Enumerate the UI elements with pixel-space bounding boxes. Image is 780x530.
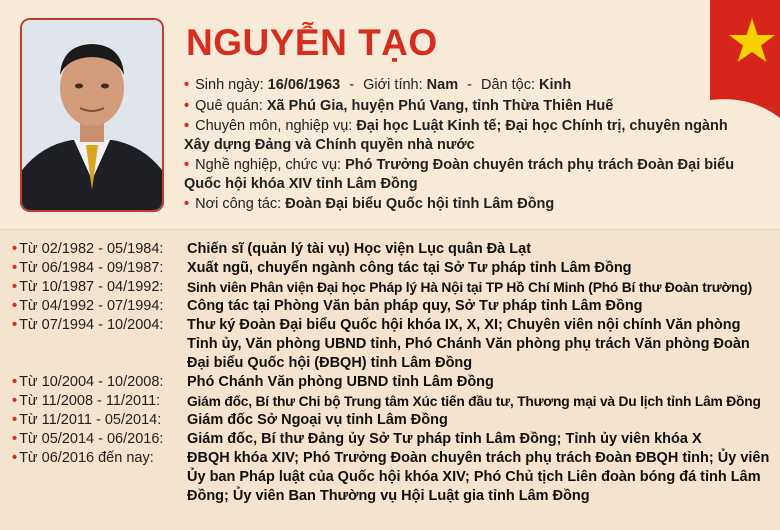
career-row (12, 278, 772, 297)
career-period: • Từ 05/2014 - 06/2016: (12, 431, 164, 447)
career-desc: Giám đốc Sở Ngoại vụ tỉnh Lâm Đồng (187, 412, 448, 428)
career-period: • Từ 07/1994 - 10/2004: (12, 317, 164, 333)
bullet-icon: • (12, 279, 18, 295)
career-desc: Xuất ngũ, chuyển ngành công tác tại Sở Tư pháp tỉnh Lâm Đồng (187, 260, 632, 276)
position-value: Phó Trưởng Đoàn chuyên trách phụ trách Đoàn Đại biểu Quốc hội khóa XIV tỉnh Lâm Đồng (184, 157, 735, 192)
career-row (12, 392, 772, 411)
bullet-icon: • (184, 196, 190, 212)
workplace-value: Đoàn Đại biểu Quốc hội tỉnh Lâm Đồng (285, 196, 555, 212)
career-period: • Từ 02/1982 - 05/1984: (12, 241, 164, 257)
career-row (12, 316, 772, 373)
workplace-row (184, 195, 754, 214)
hometown-label: Quê quán: (195, 97, 263, 114)
hometown-value: Xã Phú Gia, huyện Phú Vang, tỉnh Thừa Thiên Huế (266, 97, 614, 114)
bullet-icon: • (184, 118, 190, 134)
career-desc: Giám đốc, Bí thư Đảng ủy Sở Tư pháp tỉnh Lâm Đồng; Tỉnh ủy viên khóa X (187, 431, 702, 447)
career-period: • Từ 06/2016 đến nay: (12, 450, 154, 466)
bullet-icon: • (12, 241, 18, 257)
bullet-icon: • (12, 298, 18, 314)
career-row (12, 411, 772, 430)
bullet-icon: • (12, 412, 18, 428)
bullet-icon: • (12, 260, 18, 276)
gender-label: Giới tính: (363, 77, 423, 93)
ethnic-value: Kinh (539, 77, 572, 93)
bullet-icon: • (12, 393, 18, 409)
career-desc: Phó Chánh Văn phòng UBND tỉnh Lâm Đồng (187, 374, 494, 390)
career-row (12, 297, 772, 316)
separator: - (349, 77, 355, 93)
career-row (12, 373, 772, 392)
birth-row (184, 76, 754, 95)
career-row (12, 240, 772, 259)
bullet-icon: • (12, 431, 18, 447)
workplace-label: Nơi công tác: (195, 196, 282, 212)
bullet-icon: • (184, 157, 190, 173)
career-period: • Từ 11/2011 - 05/2014: (12, 412, 162, 428)
birth-label: Sinh ngày: (195, 77, 264, 93)
career-row (12, 449, 772, 506)
hometown-row (184, 97, 754, 116)
position-label: Nghề nghiệp, chức vụ: (195, 157, 342, 173)
career-period: • Từ 04/1992 - 07/1994: (12, 298, 164, 314)
bullet-icon: • (184, 77, 190, 93)
person-name: NGUYỄN TẠO (186, 22, 438, 63)
expertise-row (184, 117, 754, 154)
birth-value: 16/06/1963 (267, 77, 341, 93)
profile-info (184, 76, 754, 216)
career-period: • Từ 10/1987 - 04/1992: (12, 279, 164, 295)
career-desc: Giám đốc, Bí thư Chi bộ Trung tâm Xúc tiến đầu tư, Thương mại và Du lịch tỉnh Lâm Đồng (187, 394, 761, 409)
career-desc: Thư ký Đoàn Đại biểu Quốc hội khóa IX, X, XI; Chuyên viên nội chính Văn phòng Tỉnh ủy, Văn phòng UBND tỉnh, Phó Chánh Văn phòng phụ trách Văn phòng Đoàn Đại biểu Quốc hội (ĐBQH) tỉnh Lâm Đồng (187, 317, 750, 371)
expertise-value: Đại học Luật Kinh tế; Đại học Chính trị, chuyên ngành Xây dựng Đảng và Chính quyền nhà nước (184, 118, 728, 153)
gender-value: Nam (426, 77, 459, 93)
career-row (12, 430, 772, 449)
position-row (184, 156, 754, 193)
career-desc: ĐBQH khóa XIV; Phó Trưởng Đoàn chuyên trách phụ trách Đoàn ĐBQH tỉnh; Ủy viên Ủy ban Pháp luật của Quốc hội khóa XIV; Phó Chủ tịch Liên đoàn bóng đá tỉnh Lâm Đồng; Ủy viên Ban Thường vụ Hội Luật gia tỉnh Lâm Đồng (187, 450, 770, 504)
career-period: • Từ 06/1984 - 09/1987: (12, 260, 164, 276)
career-row (12, 259, 772, 278)
bullet-icon: • (12, 374, 18, 390)
section-divider (0, 229, 780, 230)
career-desc: Công tác tại Phòng Văn bản pháp quy, Sở Tư pháp tỉnh Lâm Đồng (187, 298, 643, 314)
separator: - (467, 77, 472, 93)
portrait-photo (22, 20, 162, 210)
bullet-icon: • (12, 317, 18, 333)
ethnic-label: Dân tộc: (481, 77, 536, 93)
career-period: • Từ 11/2008 - 11/2011: (12, 393, 161, 409)
career-desc: Sinh viên Phân viện Đại học Pháp lý Hà Nội tại TP Hồ Chí Minh (Phó Bí thư Đoàn trường) (187, 280, 753, 295)
bullet-icon: • (12, 450, 18, 466)
career-period: • Từ 10/2004 - 10/2008: (12, 374, 164, 390)
career-timeline (12, 240, 772, 506)
bullet-icon: • (184, 97, 190, 114)
expertise-label: Chuyên môn, nghiệp vụ: (195, 118, 353, 134)
career-desc: Chiến sĩ (quản lý tài vụ) Học viện Lục quân Đà Lạt (187, 241, 532, 257)
